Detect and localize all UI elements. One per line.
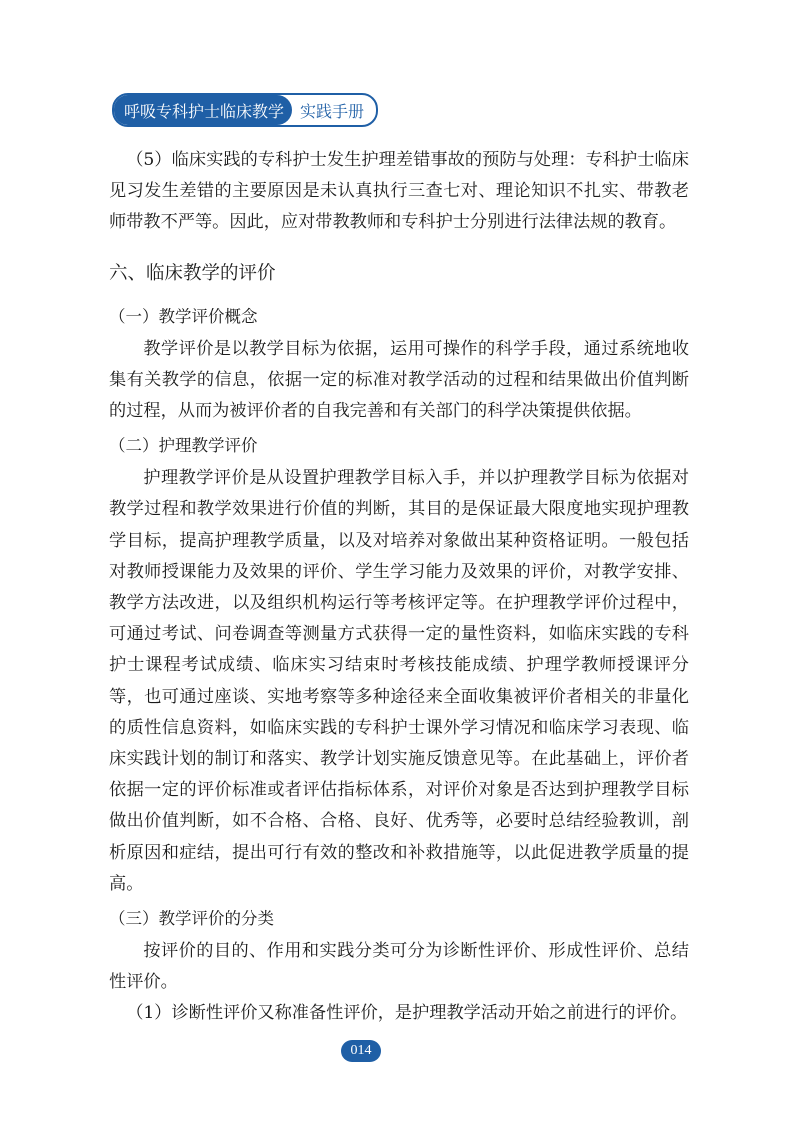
book-subtitle: 实践手册 xyxy=(300,101,365,121)
subsection-3-paragraph-1: 按评价的目的、作用和实践分类可分为诊断性评价、形成性评价、总结性评价。 xyxy=(109,941,689,993)
page-content xyxy=(109,145,689,1030)
subsection-2-paragraph: 护理教学评价是从设置护理教学目标入手，并以护理教学目标为依据对教学过程和教学效果进行价值的判断，其目的是保证最大限度地实现护理教学目标，提高护理教学质量，以及对培养对象做出某种资格证明。一般包括对教师授课能力及效果的评价、学生学习能力及效果的评价，对教学安排、教学方法改进，以及组织机构运行等考核评定等。在护理教学评价过程中，可通过考试、问卷调查等测量方式获得一定的量性资料，如临床实践的专科护士课程考试成绩、临床实习结束时考核技能成绩、护理学教师授课评分等，也可通过座谈、实地考察等多种途径来全面收集被评价者相关的非量化的质性信息资料，如临床实践的专科护士课外学习情况和临床学习表现、临床实践计划的制订和落实、教学计划实施反馈意见等。在此基础上，评价者依据一定的评价标准或者评估指标体系，对评价对象是否达到护理教学目标做出价值判断，如不合格、合格、良好、优秀等，必要时总结经验教训，剖析原因和症结，提出可行有效的整改和补救措施等，以此促进教学质量的提高。 xyxy=(109,468,689,894)
intro-paragraph: （5）临床实践的专科护士发生护理差错事故的预防与处理：专科护士临床见习发生差错的主要原因是未认真执行三查七对、理论知识不扎实、带教老师带教不严等。因此，应对带教教师和专科护士分别进行法律法规的教育。 xyxy=(109,150,689,233)
book-title: 呼吸专科护士临床教学 xyxy=(114,95,292,125)
page-number-badge: 014 xyxy=(341,1040,381,1062)
subsection-1-paragraph: 教学评价是以教学目标为依据，运用可操作的科学手段，通过系统地收集有关教学的信息，依据一定的标准对教学活动的过程和结果做出价值判断的过程，从而为被评价者的自我完善和有关部门的科学决策提供依据。 xyxy=(109,338,689,422)
subsection-title-1: （一）教学评价概念 xyxy=(109,306,258,326)
subsection-title-2: （二）护理教学评价 xyxy=(109,436,258,456)
subsection-3-paragraph-2: （1）诊断性评价又称准备性评价，是护理教学活动开始之前进行的评价。 xyxy=(126,1003,688,1024)
section-title: 六、临床教学的评价 xyxy=(109,262,276,284)
book-header-badge xyxy=(112,93,378,127)
subsection-title-3: （三）教学评价的分类 xyxy=(109,909,274,929)
